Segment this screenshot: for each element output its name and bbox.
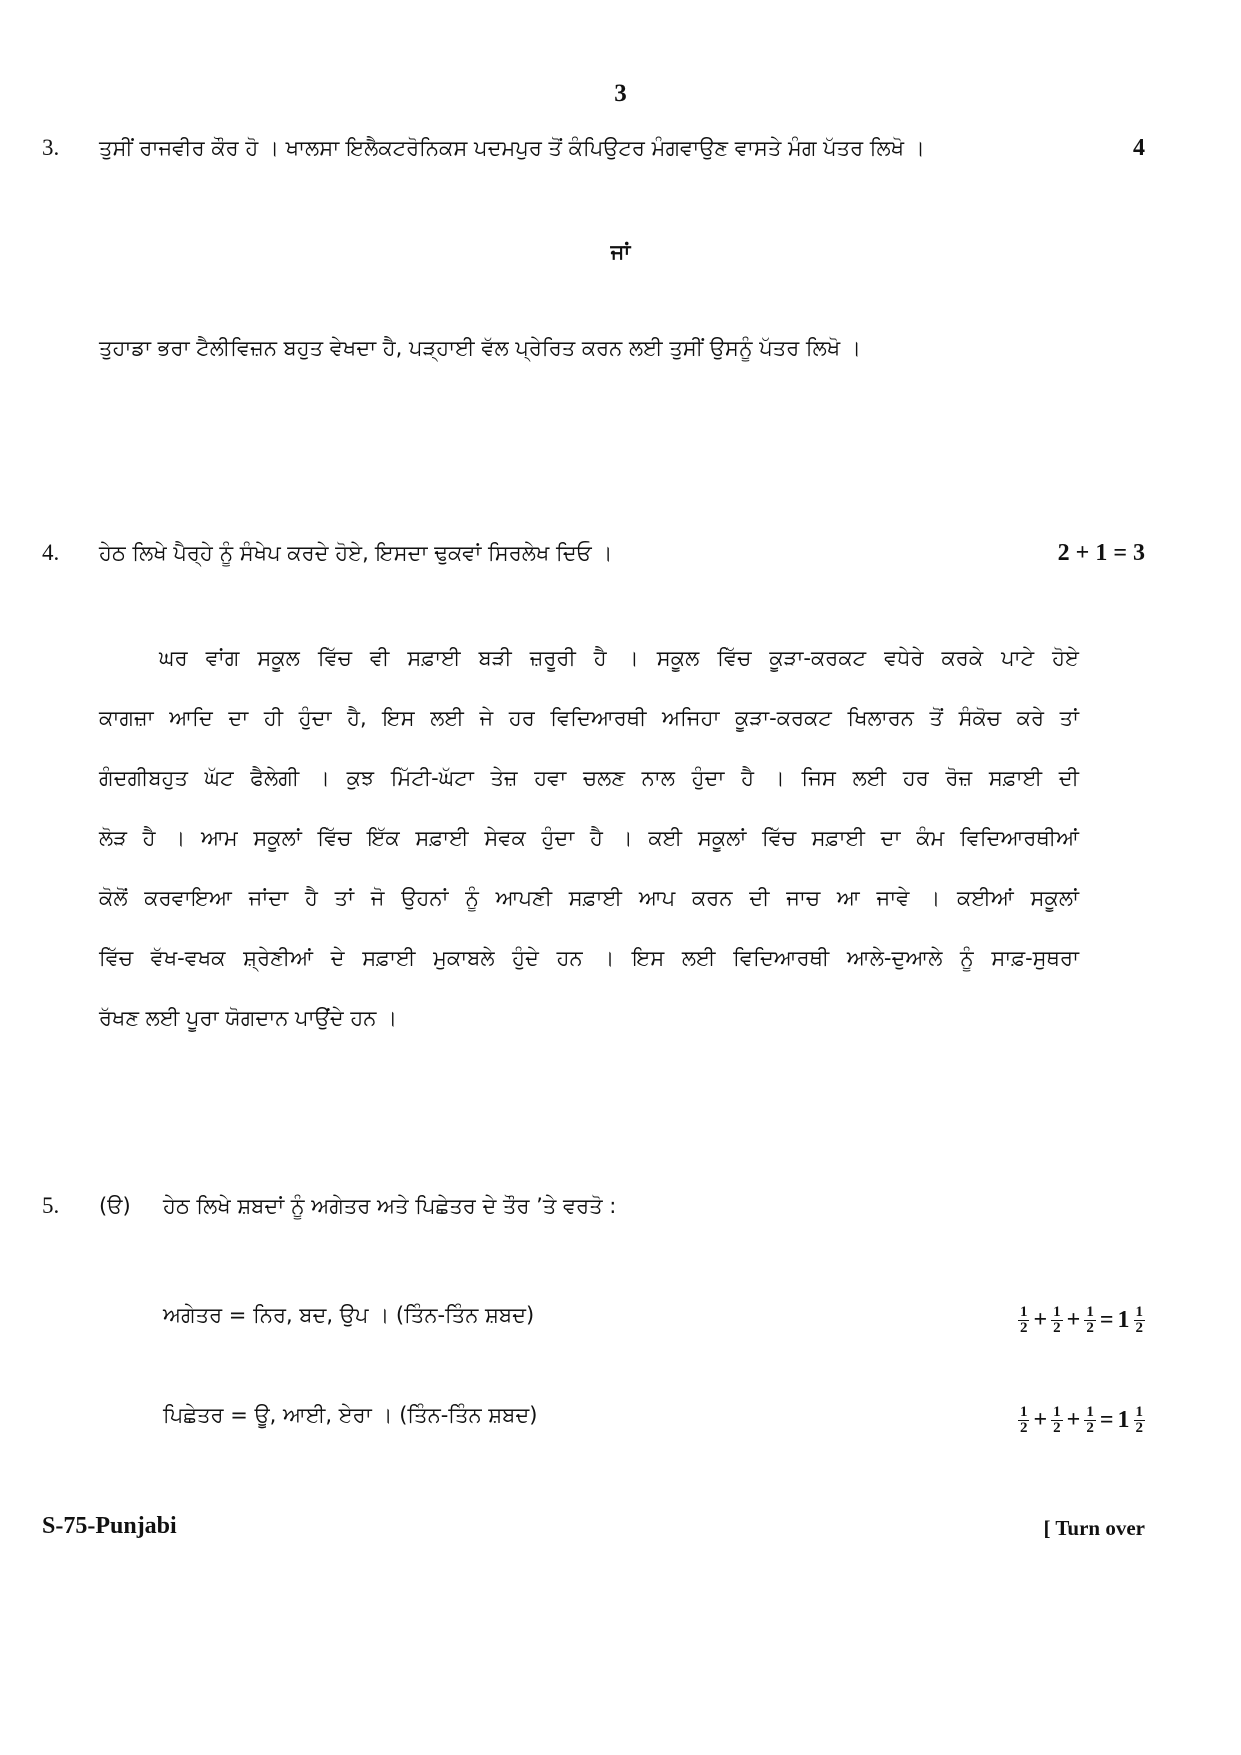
- question-4-marks: 2 + 1 = 3: [1057, 540, 1145, 566]
- prefix-line: ਅਗੇਤਰ = ਨਿਰ, ਬਦ, ਉਪ । (ਤਿੰਨ-ਤਿੰਨ ਸ਼ਬਦ): [163, 1303, 535, 1327]
- passage-line: ਕੋਲੋਂ ਕਰਵਾਇਆ ਜਾਂਦਾ ਹੈ ਤਾਂ ਜੋ ਉਹਨਾਂ ਨੂੰ ਆਪਣੀ ਸਫ਼ਾਈ ਆਪ ਕਰਨ ਦੀ ਜਾਚ ਆ ਜਾਵੇ । ਕਈਆਂ ਸਕੂਲਾਂ: [99, 886, 1079, 910]
- passage-line: ਗੰਦਗੀਬਹੁਤ ਘੱਟ ਫੈਲੇਗੀ । ਕੁਝ ਮਿੱਟੀ-ਘੱਟਾ ਤੇਜ਼ ਹਵਾ ਚਲਣ ਨਾਲ ਹੁੰਦਾ ਹੈ । ਜਿਸ ਲਈ ਹਰ ਰੋਜ਼ ਸਫ਼ਾਈ ਦੀ: [99, 766, 1079, 790]
- fraction: $\frac{1}{2}$: [1019, 1304, 1028, 1336]
- fraction: $\frac{1}{2}$: [1135, 1404, 1143, 1436]
- question-4-passage: [99, 628, 1079, 1048]
- question-3-marks: 4: [1133, 135, 1145, 161]
- question-5-number: 5.: [42, 1193, 60, 1218]
- fraction: $\frac{1}{2}$: [1053, 1404, 1061, 1436]
- prefix-marks: $\frac{1}{2}$ + $\frac{1}{2}$ + $\frac{1}{2}$ = 1 $\frac{1}{2}$: [1019, 1304, 1143, 1336]
- question-4-text: ਹੇਠ ਲਿਖੇ ਪੈਰ੍ਹੇ ਨੂੰ ਸੰਖੇਪ ਕਰਦੇ ਹੋਏ, ਇਸਦਾ ਢੁਕਵਾਂ ਸਿਰਲੇਖ ਦਿਓ ।: [99, 541, 613, 565]
- fraction: $\frac{1}{2}$: [1019, 1404, 1028, 1436]
- question-3-alternative-text: ਤੁਹਾਡਾ ਭਰਾ ਟੈਲੀਵਿਜ਼ਨ ਬਹੁਤ ਵੇਖਦਾ ਹੈ, ਪੜ੍ਹਾਈ ਵੱਲ ਪ੍ਰੇਰਿਤ ਕਰਨ ਲਈ ਤੁਸੀਂ ਉਸਨੂੰ ਪੱਤਰ ਲਿਖੋ ।: [99, 336, 862, 360]
- fraction: $\frac{1}{2}$: [1086, 1304, 1094, 1336]
- fraction: $\frac{1}{2}$: [1135, 1304, 1143, 1336]
- suffix-line: ਪਿਛੇਤਰ = ਊ, ਆਈ, ਏਰਾ । (ਤਿੰਨ-ਤਿੰਨ ਸ਼ਬਦ): [163, 1403, 538, 1427]
- passage-line: ਰੱਖਣ ਲਈ ਪੂਰਾ ਯੋਗਦਾਨ ਪਾਉਂਦੇ ਹਨ ।: [99, 1006, 398, 1030]
- page-number: 3: [614, 80, 627, 107]
- question-4-number: 4.: [42, 540, 60, 565]
- paper-code: S-75-Punjabi: [42, 1513, 177, 1539]
- fraction: $\frac{1}{2}$: [1086, 1404, 1094, 1436]
- turn-over-note: [ Turn over: [1043, 1516, 1145, 1540]
- passage-line: ਘਰ ਵਾਂਗ ਸਕੂਲ ਵਿੱਚ ਵੀ ਸਫ਼ਾਈ ਬੜੀ ਜ਼ਰੂਰੀ ਹੈ । ਸਕੂਲ ਵਿੱਚ ਕੂੜਾ-ਕਰਕਟ ਵਧੇਰੇ ਕਰਕੇ ਪਾਟੇ ਹੋਏ: [159, 646, 1079, 670]
- question-3-text: ਤੁਸੀਂ ਰਾਜਵੀਰ ਕੌਰ ਹੋ । ਖਾਲਸਾ ਇਲੈਕਟਰੋਨਿਕਸ ਪਦਮਪੁਰ ਤੋਂ ਕੰਪਿਉਟਰ ਮੰਗਵਾਉਣ ਵਾਸਤੇ ਮੰਗ ਪੱਤਰ ਲਿਖੋ ।: [99, 136, 925, 160]
- fraction: $\frac{1}{2}$: [1053, 1304, 1061, 1336]
- passage-line: ਲੋੜ ਹੈ । ਆਮ ਸਕੂਲਾਂ ਵਿੱਚ ਇੱਕ ਸਫ਼ਾਈ ਸੇਵਕ ਹੁੰਦਾ ਹੈ । ਕਈ ਸਕੂਲਾਂ ਵਿੱਚ ਸਫ਼ਾਈ ਦਾ ਕੰਮ ਵਿਦਿਆਰਥੀਆਂ: [99, 826, 1079, 850]
- question-3-number: 3.: [42, 135, 60, 160]
- question-5-text: ਹੇਠ ਲਿਖੇ ਸ਼ਬਦਾਂ ਨੂੰ ਅਗੇਤਰ ਅਤੇ ਪਿਛੇਤਰ ਦੇ ਤੌਰ ’ਤੇ ਵਰਤੋ :: [163, 1194, 617, 1218]
- suffix-marks: $\frac{1}{2}$ + $\frac{1}{2}$ + $\frac{1}{2}$ = 1 $\frac{1}{2}$: [1019, 1404, 1143, 1436]
- or-separator: ਜਾਂ: [610, 240, 631, 264]
- passage-line: ਵਿੱਚ ਵੱਖ-ਵਖਕ ਸ਼੍ਰੇਣੀਆਂ ਦੇ ਸਫ਼ਾਈ ਮੁਕਾਬਲੇ ਹੁੰਦੇ ਹਨ । ਇਸ ਲਈ ਵਿਦਿਆਰਥੀ ਆਲੇ-ਦੁਆਲੇ ਨੂੰ ਸਾਫ਼-ਸੁਥਰਾ: [99, 946, 1079, 970]
- question-5-sub-label: (ੳ): [99, 1194, 131, 1218]
- passage-line: ਕਾਗਜ਼ਾ ਆਦਿ ਦਾ ਹੀ ਹੁੰਦਾ ਹੈ, ਇਸ ਲਈ ਜੇ ਹਰ ਵਿਦਿਆਰਥੀ ਅਜਿਹਾ ਕੂੜਾ-ਕਰਕਟ ਖਿਲਾਰਨ ਤੋਂ ਸੰਕੋਚ ਕਰੇ ਤਾਂ: [99, 706, 1079, 730]
